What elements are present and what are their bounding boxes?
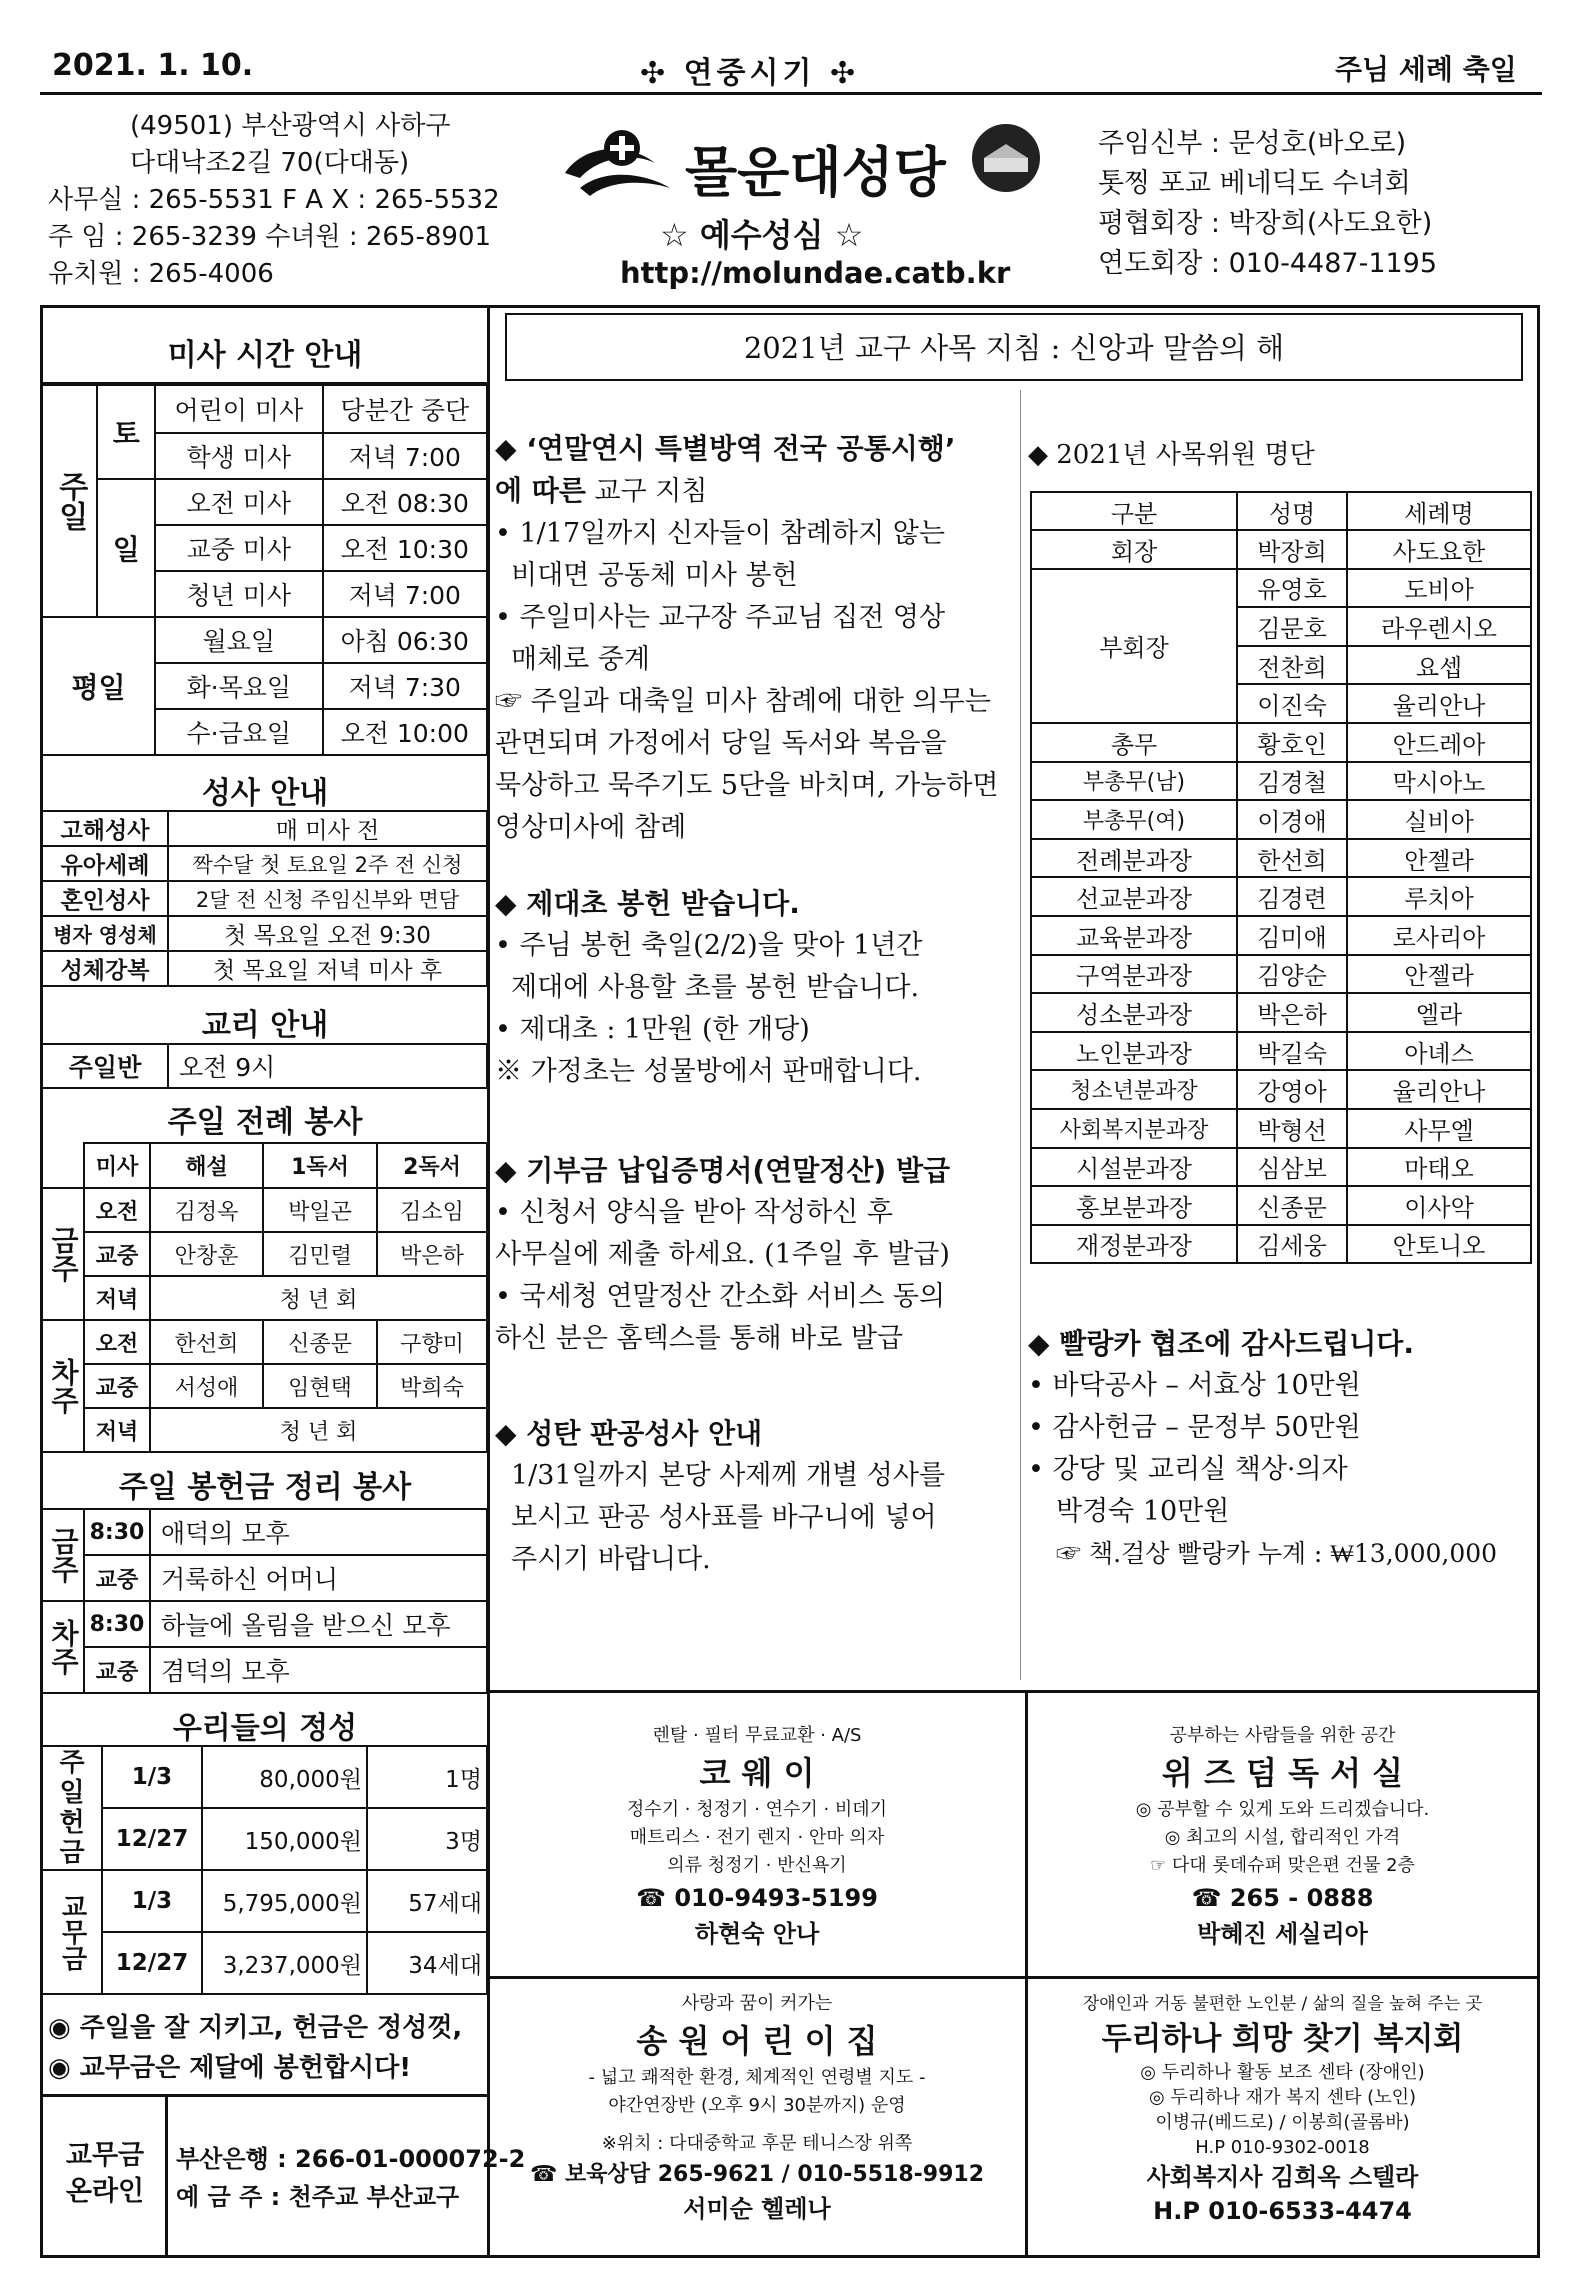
second-reader: 박희숙 bbox=[377, 1364, 487, 1408]
committee-baptismal-name: 안젤라 bbox=[1347, 955, 1531, 994]
ad-line: - 넓고 쾌적한 환경, 체계적인 연령별 지도 - bbox=[588, 2067, 926, 2088]
sunday-day-label: 일 bbox=[97, 479, 155, 617]
ad-name: 위 즈 덤 독 서 실 bbox=[1161, 1754, 1404, 1792]
second-reader: 구향미 bbox=[377, 1320, 487, 1364]
ad-phone: ☎ 010-9493-5199 bbox=[636, 1884, 878, 1912]
notice-line: 주시기 바랍니다. bbox=[511, 1544, 711, 1575]
committee-row bbox=[1031, 839, 1531, 878]
offering-group: 겸덕의 모후 bbox=[150, 1647, 487, 1693]
covid-notice-title: 에 따른 bbox=[495, 474, 586, 507]
liturgy-header: 미사 bbox=[84, 1143, 150, 1188]
patron-saint: ☆ 예수성심 ☆ bbox=[660, 216, 864, 254]
church-website-link[interactable]: http://molundae.catb.kr bbox=[620, 256, 1011, 290]
first-reader: 임현택 bbox=[263, 1364, 377, 1408]
address-line: 다대낙조2길 70(다대동) bbox=[130, 148, 410, 178]
ads-divider bbox=[1025, 1690, 1028, 2258]
committee-member-name: 김미애 bbox=[1237, 916, 1347, 955]
committee-member-name: 한선희 bbox=[1237, 839, 1347, 878]
contribution-count: 34세대 bbox=[367, 1932, 487, 1994]
ad-tagline: 장애인과 거동 불편한 노인분 / 삶의 질을 높혀 주는 곳 bbox=[1082, 1994, 1483, 2014]
committee-baptismal-name: 막시아노 bbox=[1347, 762, 1531, 801]
committee-member-name: 이경애 bbox=[1237, 800, 1347, 839]
mass-time: 저녁 7:00 bbox=[323, 433, 487, 479]
column-divider bbox=[1020, 390, 1021, 1680]
divider bbox=[165, 2094, 168, 2258]
committee-member-name: 이진숙 bbox=[1237, 684, 1347, 723]
ad-line: 야간연장반 (오후 9시 30분까지) 운영 bbox=[608, 2095, 906, 2116]
pastor-phone: 주 임 : 265-3239 수녀원 : 265-8901 bbox=[48, 222, 492, 252]
sacrament-name: 병자 영성체 bbox=[42, 916, 168, 951]
committee-baptismal-name: 루치아 bbox=[1347, 877, 1531, 916]
confession-notice-title: ◆ 성탄 판공성사 안내 bbox=[495, 1417, 763, 1450]
ad-name: 두리하나 희망 찾기 복지회 bbox=[1101, 2021, 1464, 2057]
committee-baptismal-name: 안드레아 bbox=[1347, 723, 1531, 762]
committee-row bbox=[1031, 993, 1531, 1032]
mass-slot: 오전 bbox=[84, 1188, 150, 1232]
covid-notice-title: ◆ ‘연말연시 특별방역 전국 공통시행’ bbox=[495, 432, 956, 465]
ad-phone: ☎ 보육상담 265-9621 / 010-5518-9912 bbox=[529, 2162, 984, 2187]
contribution-count: 57세대 bbox=[367, 1870, 487, 1932]
ad-line: ☞ 다대 롯데슈퍼 맞은편 건물 2층 bbox=[1150, 1855, 1415, 1876]
mass-time: 당분간 중단 bbox=[323, 385, 487, 433]
committee-baptismal-name: 아녜스 bbox=[1347, 1032, 1531, 1071]
mass-schedule-table bbox=[41, 384, 488, 756]
committee-member-name: 김경련 bbox=[1237, 877, 1347, 916]
committee-member-name: 강영아 bbox=[1237, 1070, 1347, 1109]
committee-header: 구분 bbox=[1031, 492, 1237, 530]
ad-phone: H.P 010-6533-4474 bbox=[1153, 2197, 1412, 2225]
contribution-count: 3명 bbox=[367, 1808, 487, 1870]
ad-contact: 박혜진 세실리아 bbox=[1197, 1920, 1368, 1948]
sacrament-info: 매 미사 전 bbox=[168, 811, 487, 846]
committee-row bbox=[1031, 1225, 1531, 1264]
ad-line: ◎ 두리하나 활동 보조 센타 (장애인) bbox=[1140, 2062, 1425, 2083]
church-address bbox=[48, 108, 500, 293]
ads-middle-rule bbox=[487, 1976, 1540, 1979]
notice-line: • 제대초 : 1만원 (한 개당) bbox=[495, 1014, 810, 1045]
ad-contact: 서미순 헬레나 bbox=[683, 2195, 831, 2223]
first-reader: 김민렬 bbox=[263, 1232, 377, 1276]
mass-name: 월요일 bbox=[155, 617, 323, 663]
thanks-line: 박경숙 10만원 bbox=[1056, 1496, 1230, 1527]
mass-slot: 저녁 bbox=[84, 1276, 150, 1320]
offering-group: 거룩하신 어머니 bbox=[150, 1555, 487, 1601]
committee-baptismal-name: 엘라 bbox=[1347, 993, 1531, 1032]
committee-header: 성명 bbox=[1237, 492, 1347, 530]
notice-line: 하신 분은 홈텍스를 통해 바로 발급 bbox=[495, 1323, 904, 1354]
sacrament-table bbox=[41, 810, 488, 987]
committee-row bbox=[1031, 800, 1531, 839]
office-phone: 사무실 : 265-5531 F A X : 265-5532 bbox=[48, 185, 500, 215]
funeral-president: 연도회장 : 010-4487-1195 bbox=[1098, 248, 1438, 279]
covid-notice bbox=[495, 428, 1015, 849]
confession-notice bbox=[495, 1413, 1015, 1581]
committee-baptismal-name: 율리안나 bbox=[1347, 1070, 1531, 1109]
committee-member-name: 유영호 bbox=[1237, 569, 1347, 608]
divider bbox=[40, 2094, 488, 2097]
committee-member-name: 심삼보 bbox=[1237, 1148, 1347, 1187]
committee-baptismal-name: 마태오 bbox=[1347, 1148, 1531, 1187]
liturgy-header: 1독서 bbox=[263, 1143, 377, 1188]
notice-line: ※ 가정초는 성물방에서 판매합니다. bbox=[495, 1056, 922, 1087]
committee-member-name: 김양순 bbox=[1237, 955, 1347, 994]
committee-role: 회장 bbox=[1031, 530, 1237, 569]
sacrament-name: 혼인성사 bbox=[42, 881, 168, 916]
committee-role: 부총무(남) bbox=[1031, 762, 1237, 801]
mass-slot: 교중 bbox=[84, 1555, 150, 1601]
weekday-label: 평일 bbox=[42, 617, 155, 755]
ad-line: H.P 010-9302-0018 bbox=[1195, 2137, 1370, 2158]
ad-contact: 사회복지사 김희옥 스텔라 bbox=[1146, 2163, 1419, 2191]
next-week-label: 차주 bbox=[42, 1320, 84, 1452]
notice-line: ◉ 교무금은 제달에 봉헌합시다! bbox=[48, 2053, 412, 2083]
mass-name: 교중 미사 bbox=[155, 525, 323, 571]
pastoral-banner: 2021년 교구 사목 지침 : 신앙과 말씀의 해 bbox=[505, 313, 1523, 381]
mass-name: 학생 미사 bbox=[155, 433, 323, 479]
committee-baptismal-name: 이사악 bbox=[1347, 1186, 1531, 1225]
ads-top-rule bbox=[487, 1690, 1540, 1693]
committee-row bbox=[1031, 1070, 1531, 1109]
committee-row bbox=[1031, 530, 1531, 569]
committee-table bbox=[1030, 491, 1532, 1264]
committee-role: 총무 bbox=[1031, 723, 1237, 762]
mass-slot: 저녁 bbox=[84, 1408, 150, 1452]
pastor-name: 주임신부 : 문성호(바오로) bbox=[1098, 128, 1407, 159]
ad-welfare bbox=[1030, 1990, 1535, 2228]
donation-receipt-notice bbox=[495, 1150, 1015, 1360]
committee-member-name: 박은하 bbox=[1237, 993, 1347, 1032]
contribution-count: 1명 bbox=[367, 1746, 487, 1808]
committee-baptismal-name: 라우렌시오 bbox=[1347, 607, 1531, 646]
mass-name: 어린이 미사 bbox=[155, 385, 323, 433]
committee-member-name: 전찬희 bbox=[1237, 646, 1347, 685]
first-reader: 박일곤 bbox=[263, 1188, 377, 1232]
thanks-notice bbox=[1028, 1323, 1533, 1575]
contribution-notice bbox=[48, 2008, 462, 2088]
committee-row bbox=[1031, 955, 1531, 994]
committee-role: 청소년분과장 bbox=[1031, 1070, 1237, 1109]
committee-baptismal-name: 요셉 bbox=[1347, 646, 1531, 685]
this-week-label: 금주 bbox=[42, 1188, 84, 1320]
mass-time: 오전 10:00 bbox=[323, 709, 487, 755]
committee-baptismal-name: 로사리아 bbox=[1347, 916, 1531, 955]
contribution-amount: 150,000원 bbox=[202, 1808, 367, 1870]
bank-account bbox=[176, 2140, 525, 2216]
ad-line: ◎ 두리하나 재가 복지 센타 (노인) bbox=[1148, 2087, 1416, 2108]
committee-row bbox=[1031, 877, 1531, 916]
ad-name: 코 웨 이 bbox=[699, 1754, 815, 1792]
council-president: 평협회장 : 박장희(사도요한) bbox=[1098, 208, 1433, 239]
notice-line: 묵상하고 묵주기도 5단을 바치며, 가능하면 bbox=[495, 770, 999, 801]
contribution-amount: 5,795,000원 bbox=[202, 1870, 367, 1932]
mass-title: 미사 시간 안내 bbox=[167, 338, 363, 373]
committee-row bbox=[1031, 1148, 1531, 1187]
notice-line: ◉ 주일을 잘 지키고, 헌금은 정성껏, bbox=[48, 2013, 463, 2043]
mass-time: 아침 06:30 bbox=[323, 617, 487, 663]
second-reader: 김소임 bbox=[377, 1188, 487, 1232]
ad-line: 의류 청정기 · 반신욕기 bbox=[667, 1855, 847, 1876]
notice-line: 영상미사에 참례 bbox=[495, 812, 687, 843]
committee-member-name: 박장희 bbox=[1237, 530, 1347, 569]
mass-slot: 오전 bbox=[84, 1320, 150, 1364]
mass-time: 저녁 7:00 bbox=[323, 571, 487, 617]
thanks-line: • 강당 및 교리실 책상·의자 bbox=[1028, 1454, 1348, 1485]
committee-row bbox=[1031, 1109, 1531, 1148]
ad-line: ◎ 최고의 시설, 합리적인 가격 bbox=[1164, 1827, 1401, 1848]
committee-baptismal-name: 도비아 bbox=[1347, 569, 1531, 608]
thanks-notice-title: ◆ 빨랑카 협조에 감사드립니다. bbox=[1028, 1327, 1414, 1360]
liturgy-title: 주일 전례 봉사 bbox=[167, 1105, 363, 1140]
committee-member-name: 김경철 bbox=[1237, 762, 1347, 801]
notice-line: 관면되며 가정에서 당일 독서와 복음을 bbox=[495, 728, 947, 759]
committee-member-name: 신종문 bbox=[1237, 1186, 1347, 1225]
offering-group: 하늘에 올림을 받으신 모후 bbox=[150, 1601, 487, 1647]
contribution-table bbox=[41, 1745, 488, 1995]
committee-row bbox=[1031, 762, 1531, 801]
liturgical-season: ✣ 연중시기 ✣ bbox=[640, 56, 860, 91]
notice-line: ☞ 주일과 대축일 미사 참례에 대한 의무는 bbox=[495, 686, 991, 717]
mass-name: 화·목요일 bbox=[155, 663, 323, 709]
offering-service-table bbox=[41, 1508, 488, 1694]
mass-slot: 8:30 bbox=[84, 1601, 150, 1647]
committee-baptismal-name: 율리안나 bbox=[1347, 684, 1531, 723]
committee-member-name: 김문호 bbox=[1237, 607, 1347, 646]
mass-slot: 교중 bbox=[84, 1364, 150, 1408]
liturgy-header: 2독서 bbox=[377, 1143, 487, 1188]
offering-group: 애덕의 모후 bbox=[150, 1509, 487, 1555]
bulletin-date: 2021. 1. 10. bbox=[52, 48, 254, 83]
saturday-label: 토 bbox=[97, 385, 155, 479]
liturgy-table bbox=[41, 1142, 488, 1453]
church-staff bbox=[1098, 124, 1437, 284]
mass-slot: 8:30 bbox=[84, 1509, 150, 1555]
mass-name: 청년 미사 bbox=[155, 571, 323, 617]
liturgy-header: 해설 bbox=[150, 1143, 263, 1188]
mass-name: 수·금요일 bbox=[155, 709, 323, 755]
committee-row bbox=[1031, 1186, 1531, 1225]
committee-baptismal-name: 안토니오 bbox=[1347, 1225, 1531, 1264]
committee-row bbox=[1031, 723, 1531, 762]
doctrine-class: 주일반 bbox=[42, 1044, 168, 1088]
committee-member-name: 박형선 bbox=[1237, 1109, 1347, 1148]
youth-group: 청 년 회 bbox=[150, 1408, 487, 1452]
commentator: 한선희 bbox=[150, 1320, 263, 1364]
notice-line: • 1/17일까지 신자들이 참례하지 않는 bbox=[495, 518, 945, 549]
mass-name: 오전 미사 bbox=[155, 479, 323, 525]
sacrament-info: 2달 전 신청 주임신부와 면담 bbox=[168, 881, 487, 916]
sacrament-info: 첫 목요일 저녁 미사 후 bbox=[168, 951, 487, 986]
doctrine-title: 교리 안내 bbox=[201, 1008, 329, 1043]
covid-notice-subtitle: 교구 지침 bbox=[585, 476, 708, 507]
diocese-fee-label: 교무금 bbox=[42, 1870, 102, 1994]
notice-line: • 국세청 연말정산 간소화 서비스 동의 bbox=[495, 1281, 946, 1312]
candle-notice-title: ◆ 제대초 봉헌 받습니다. bbox=[495, 887, 800, 920]
contribution-date: 12/27 bbox=[102, 1808, 202, 1870]
contribution-date: 1/3 bbox=[102, 1870, 202, 1932]
notice-line: 제대에 사용할 초를 봉헌 받습니다. bbox=[511, 972, 920, 1003]
ad-contact: 하현숙 안나 bbox=[694, 1920, 820, 1948]
offering-service-title: 주일 봉헌금 정리 봉사 bbox=[118, 1470, 412, 1505]
committee-baptismal-name: 안젤라 bbox=[1347, 839, 1531, 878]
committee-title: ◆ 2021년 사목위원 명단 bbox=[1028, 440, 1315, 470]
committee-role: 성소분과장 bbox=[1031, 993, 1237, 1032]
sacrament-info: 짝수달 첫 토요일 2주 전 신청 bbox=[168, 846, 487, 881]
this-week-label: 금주 bbox=[42, 1509, 84, 1601]
feast-name: 주님 세례 축일 bbox=[1335, 53, 1517, 86]
contribution-date: 12/27 bbox=[102, 1932, 202, 1994]
notice-line: • 주일미사는 교구장 주교님 집전 영상 bbox=[495, 602, 946, 633]
next-week-label: 차주 bbox=[42, 1601, 84, 1693]
ad-phone: ☎ 265 - 0888 bbox=[1191, 1884, 1374, 1912]
address-line: (49501) 부산광역시 사하구 bbox=[130, 111, 451, 141]
thanks-line: • 바닥공사 – 서효상 10만원 bbox=[1028, 1370, 1361, 1401]
ad-line: 정수기 · 청정기 · 연수기 · 비데기 bbox=[626, 1799, 888, 1820]
ad-tagline: 사랑과 꿈이 커가는 bbox=[681, 1993, 833, 2014]
ad-line: ※위치 : 다대중학교 후문 테니스장 위쪽 bbox=[601, 2133, 913, 2154]
mass-slot: 교중 bbox=[84, 1647, 150, 1693]
contribution-amount: 80,000원 bbox=[202, 1746, 367, 1808]
account-holder: 예 금 주 : 천주교 부산교구 bbox=[176, 2183, 460, 2211]
sacrament-info: 첫 목요일 오전 9:30 bbox=[168, 916, 487, 951]
doctrine-table bbox=[41, 1043, 488, 1089]
sacrament-title: 성사 안내 bbox=[201, 776, 329, 811]
ad-study-room bbox=[1030, 1722, 1535, 1952]
committee-member-name: 박길숙 bbox=[1237, 1032, 1347, 1071]
mass-time: 오전 10:30 bbox=[323, 525, 487, 571]
notice-line: • 신청서 양식을 받아 작성하신 후 bbox=[495, 1197, 893, 1228]
thanks-line: ☞ 책.걸상 빨랑카 누계 : ₩13,000,000 bbox=[1056, 1539, 1498, 1568]
committee-row bbox=[1031, 1032, 1531, 1071]
church-logo-icon bbox=[560, 118, 690, 208]
church-building-icon bbox=[970, 122, 1042, 194]
contribution-amount: 3,237,000원 bbox=[202, 1932, 367, 1994]
bank-account-number: 부산은행 : 266-01-000072-2 bbox=[176, 2145, 526, 2173]
commentator: 서성애 bbox=[150, 1364, 263, 1408]
committee-role: 사회복지분과장 bbox=[1031, 1109, 1237, 1148]
second-reader: 박은하 bbox=[377, 1232, 487, 1276]
sunday-collection-label: 주일헌금 bbox=[42, 1746, 102, 1870]
committee-baptismal-name: 실비아 bbox=[1347, 800, 1531, 839]
sisters-name: 톳찡 포교 베네딕도 수녀회 bbox=[1098, 168, 1411, 199]
committee-member-name: 황호인 bbox=[1237, 723, 1347, 762]
header-rule bbox=[40, 92, 1542, 95]
ad-line: 매트리스 · 전기 렌지 · 안마 의자 bbox=[629, 1827, 885, 1848]
commentator: 김정옥 bbox=[150, 1188, 263, 1232]
committee-role: 노인분과장 bbox=[1031, 1032, 1237, 1071]
committee-role: 선교분과장 bbox=[1031, 877, 1237, 916]
mass-time: 저녁 7:30 bbox=[323, 663, 487, 709]
contribution-date: 1/3 bbox=[102, 1746, 202, 1808]
committee-header-row bbox=[1031, 492, 1531, 530]
ad-line: ◎ 공부할 수 있게 도와 드리겠습니다. bbox=[1135, 1799, 1430, 1820]
ad-name: 송 원 어 린 이 집 bbox=[636, 2022, 878, 2060]
committee-role: 부총무(여) bbox=[1031, 800, 1237, 839]
church-name: 몰운대성당 bbox=[685, 141, 946, 204]
ad-tagline: 렌탈 · 필터 무료교환 · A/S bbox=[652, 1725, 862, 1746]
thanks-line: • 감사헌금 – 문정부 50만원 bbox=[1028, 1412, 1361, 1443]
ad-coway bbox=[492, 1722, 1022, 1952]
committee-role: 부회장 bbox=[1031, 569, 1237, 723]
ad-tagline: 공부하는 사람들을 위한 공간 bbox=[1169, 1725, 1396, 1746]
committee-role: 재정분과장 bbox=[1031, 1225, 1237, 1264]
candle-notice bbox=[495, 883, 1015, 1093]
mass-slot: 교중 bbox=[84, 1232, 150, 1276]
committee-role: 시설분과장 bbox=[1031, 1148, 1237, 1187]
committee-header: 세례명 bbox=[1347, 492, 1531, 530]
notice-line: 보시고 판공 성사표를 바구니에 넣어 bbox=[511, 1502, 937, 1533]
kindergarten-phone: 유치원 : 265-4006 bbox=[48, 259, 274, 289]
ad-kindergarten bbox=[492, 1990, 1022, 2226]
donation-notice-title: ◆ 기부금 납입증명서(연말정산) 발급 bbox=[495, 1154, 951, 1187]
committee-baptismal-name: 사도요한 bbox=[1347, 530, 1531, 569]
notice-line: 매체로 중계 bbox=[511, 644, 650, 675]
committee-role: 구역분과장 bbox=[1031, 955, 1237, 994]
committee-role: 교육분과장 bbox=[1031, 916, 1237, 955]
committee-role: 전례분과장 bbox=[1031, 839, 1237, 878]
notice-line: 사무실에 제출 하세요. (1주일 후 발급) bbox=[495, 1239, 950, 1270]
notice-line: 비대면 공동체 미사 봉헌 bbox=[511, 560, 798, 591]
doctrine-time: 오전 9시 bbox=[168, 1044, 487, 1088]
commentator: 안창훈 bbox=[150, 1232, 263, 1276]
notice-line: • 주님 봉헌 축일(2/2)을 맞아 1년간 bbox=[495, 930, 923, 961]
first-reader: 신종문 bbox=[263, 1320, 377, 1364]
committee-row bbox=[1031, 916, 1531, 955]
committee-member-name: 김세웅 bbox=[1237, 1225, 1347, 1264]
sacrament-name: 유아세례 bbox=[42, 846, 168, 881]
mass-time: 오전 08:30 bbox=[323, 479, 487, 525]
sacrament-name: 고해성사 bbox=[42, 811, 168, 846]
notice-line: 1/31일까지 본당 사제께 개별 성사를 bbox=[511, 1460, 946, 1491]
ad-line: 이병규(베드로) / 이봉희(골롬바) bbox=[1155, 2112, 1410, 2133]
sunday-label: 주일 bbox=[42, 385, 97, 617]
online-payment-label: 교무금 온라인 bbox=[65, 2140, 145, 2207]
committee-baptismal-name: 사무엘 bbox=[1347, 1109, 1531, 1148]
contribution-title: 우리들의 정성 bbox=[172, 1711, 358, 1746]
sacrament-name: 성체강복 bbox=[42, 951, 168, 986]
committee-role: 홍보분과장 bbox=[1031, 1186, 1237, 1225]
committee-row bbox=[1031, 569, 1531, 608]
youth-group: 청 년 회 bbox=[150, 1276, 487, 1320]
